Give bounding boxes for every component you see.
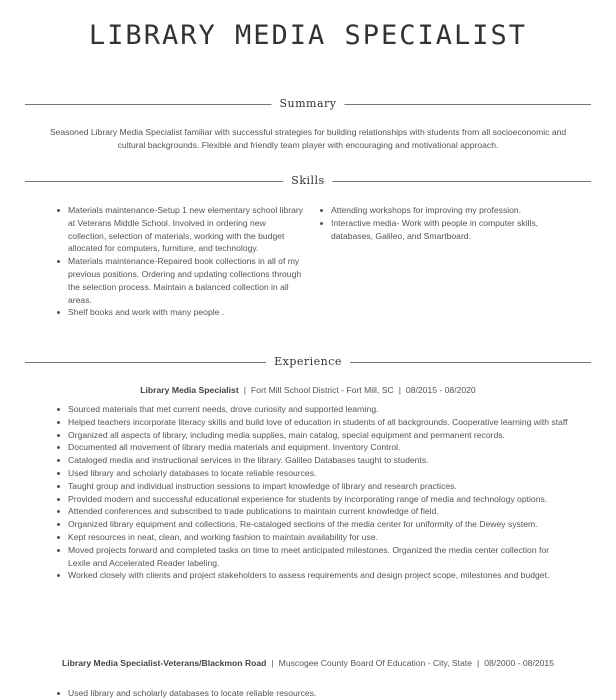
job-separator: | bbox=[476, 658, 480, 668]
experience-section-heading bbox=[25, 355, 591, 369]
job-bullet: Organized all aspects of library, including media supplies, main catalog, special equipment and permanent records. bbox=[55, 429, 568, 442]
job-bullet-list bbox=[55, 403, 568, 582]
skill-item: Materials maintenance-Repaired book collections in all of my previous positions. Ordering and updating collections through the selection process. Maintain a balanced collection in all areas. bbox=[55, 255, 305, 306]
skills-section-heading bbox=[25, 174, 591, 188]
job-bullet: Provided modern and successful educational experience for students by incorporating range of media and technology options. bbox=[55, 493, 568, 506]
skill-item: Interactive media- Work with people in computer skills, databases, Galileo, and Smartboard. bbox=[318, 217, 568, 243]
job-bullet: Kept resources in neat, clean, and working fashion to maintain availability for use. bbox=[55, 531, 568, 544]
job-bullet: Cataloged media and instructional services in the library. Galileo Databases taught to students. bbox=[55, 454, 568, 467]
job-header bbox=[40, 657, 576, 670]
job-bullet: Organized library equipment and collections. Re-cataloged sections of the media center for uniformity of the Dewey system. bbox=[55, 518, 568, 531]
job-separator: | bbox=[271, 658, 274, 668]
job-bullet: Moved projects forward and completed tasks on time to meet anticipated milestones. Organized the media center collection for Lexile and Accelerated Reader labeling. bbox=[55, 544, 568, 570]
job-title: Library Media Specialist-Veterans/Blackmon Road bbox=[62, 658, 267, 668]
job-employer: Fort Mill School District - Fort Mill, SC bbox=[250, 385, 394, 395]
job-separator: | bbox=[398, 385, 401, 395]
summary-heading: Summary bbox=[271, 97, 344, 111]
job-bullet: Used library and scholarly databases to locate reliable resources. bbox=[55, 467, 568, 480]
job-bullet: Helped teachers incorporate literacy skills and build love of education in students of all backgrounds. Cooperative learning with staff bbox=[55, 416, 568, 429]
job-bullet: Attended conferences and subscribed to trade publications to maintain current knowledge of field. bbox=[55, 505, 568, 518]
job-bullet: Used library and scholarly databases to locate reliable resources. bbox=[55, 687, 568, 700]
skill-item: Materials maintenance-Setup 1 new elementary school library at Veterans Middle School. Involved in ordering new collection, selection of materials, working with the budget allocated for computers, furniture, and technology. bbox=[55, 204, 305, 255]
job-header bbox=[40, 384, 576, 397]
summary-text: Seasoned Library Media Specialist familiar with successful strategies for building relationships with students from all socioeconomic and cultural backgrounds. Flexible and friendly team player with encouraging and motivational approach. bbox=[49, 127, 567, 150]
job-bullet-list bbox=[55, 687, 568, 700]
skills-list-right bbox=[318, 204, 568, 242]
job-employer: Muscogee County Board Of Education - City, State bbox=[278, 658, 472, 668]
job-bullet: Worked closely with clients and project stakeholders to assess requirements and design project scope, milestones and budget. bbox=[55, 569, 568, 582]
summary-section-heading bbox=[25, 97, 591, 111]
job-bullet: Sourced materials that met current needs, drove curiosity and supported learning. bbox=[55, 403, 568, 416]
job-dates: 08/2000 - 08/2015 bbox=[484, 658, 554, 668]
skill-item: Attending workshops for improving my profession. bbox=[318, 204, 568, 217]
skills-heading: Skills bbox=[283, 174, 332, 188]
experience-heading: Experience bbox=[266, 355, 350, 369]
job-title: Library Media Specialist bbox=[140, 385, 239, 395]
skills-list-left bbox=[55, 204, 305, 319]
job-separator: | bbox=[243, 385, 246, 395]
job-bullet: Documented all movement of library media materials and equipment. Inventory Control. bbox=[55, 441, 568, 454]
resume-title: LIBRARY MEDIA SPECIALIST bbox=[88, 20, 528, 51]
job-dates: 08/2015 - 08/2020 bbox=[405, 385, 476, 395]
job-bullet: Taught group and individual instruction sessions to impart knowledge of library and research practices. bbox=[55, 480, 568, 493]
skill-item: Shelf books and work with many people . bbox=[55, 306, 305, 319]
